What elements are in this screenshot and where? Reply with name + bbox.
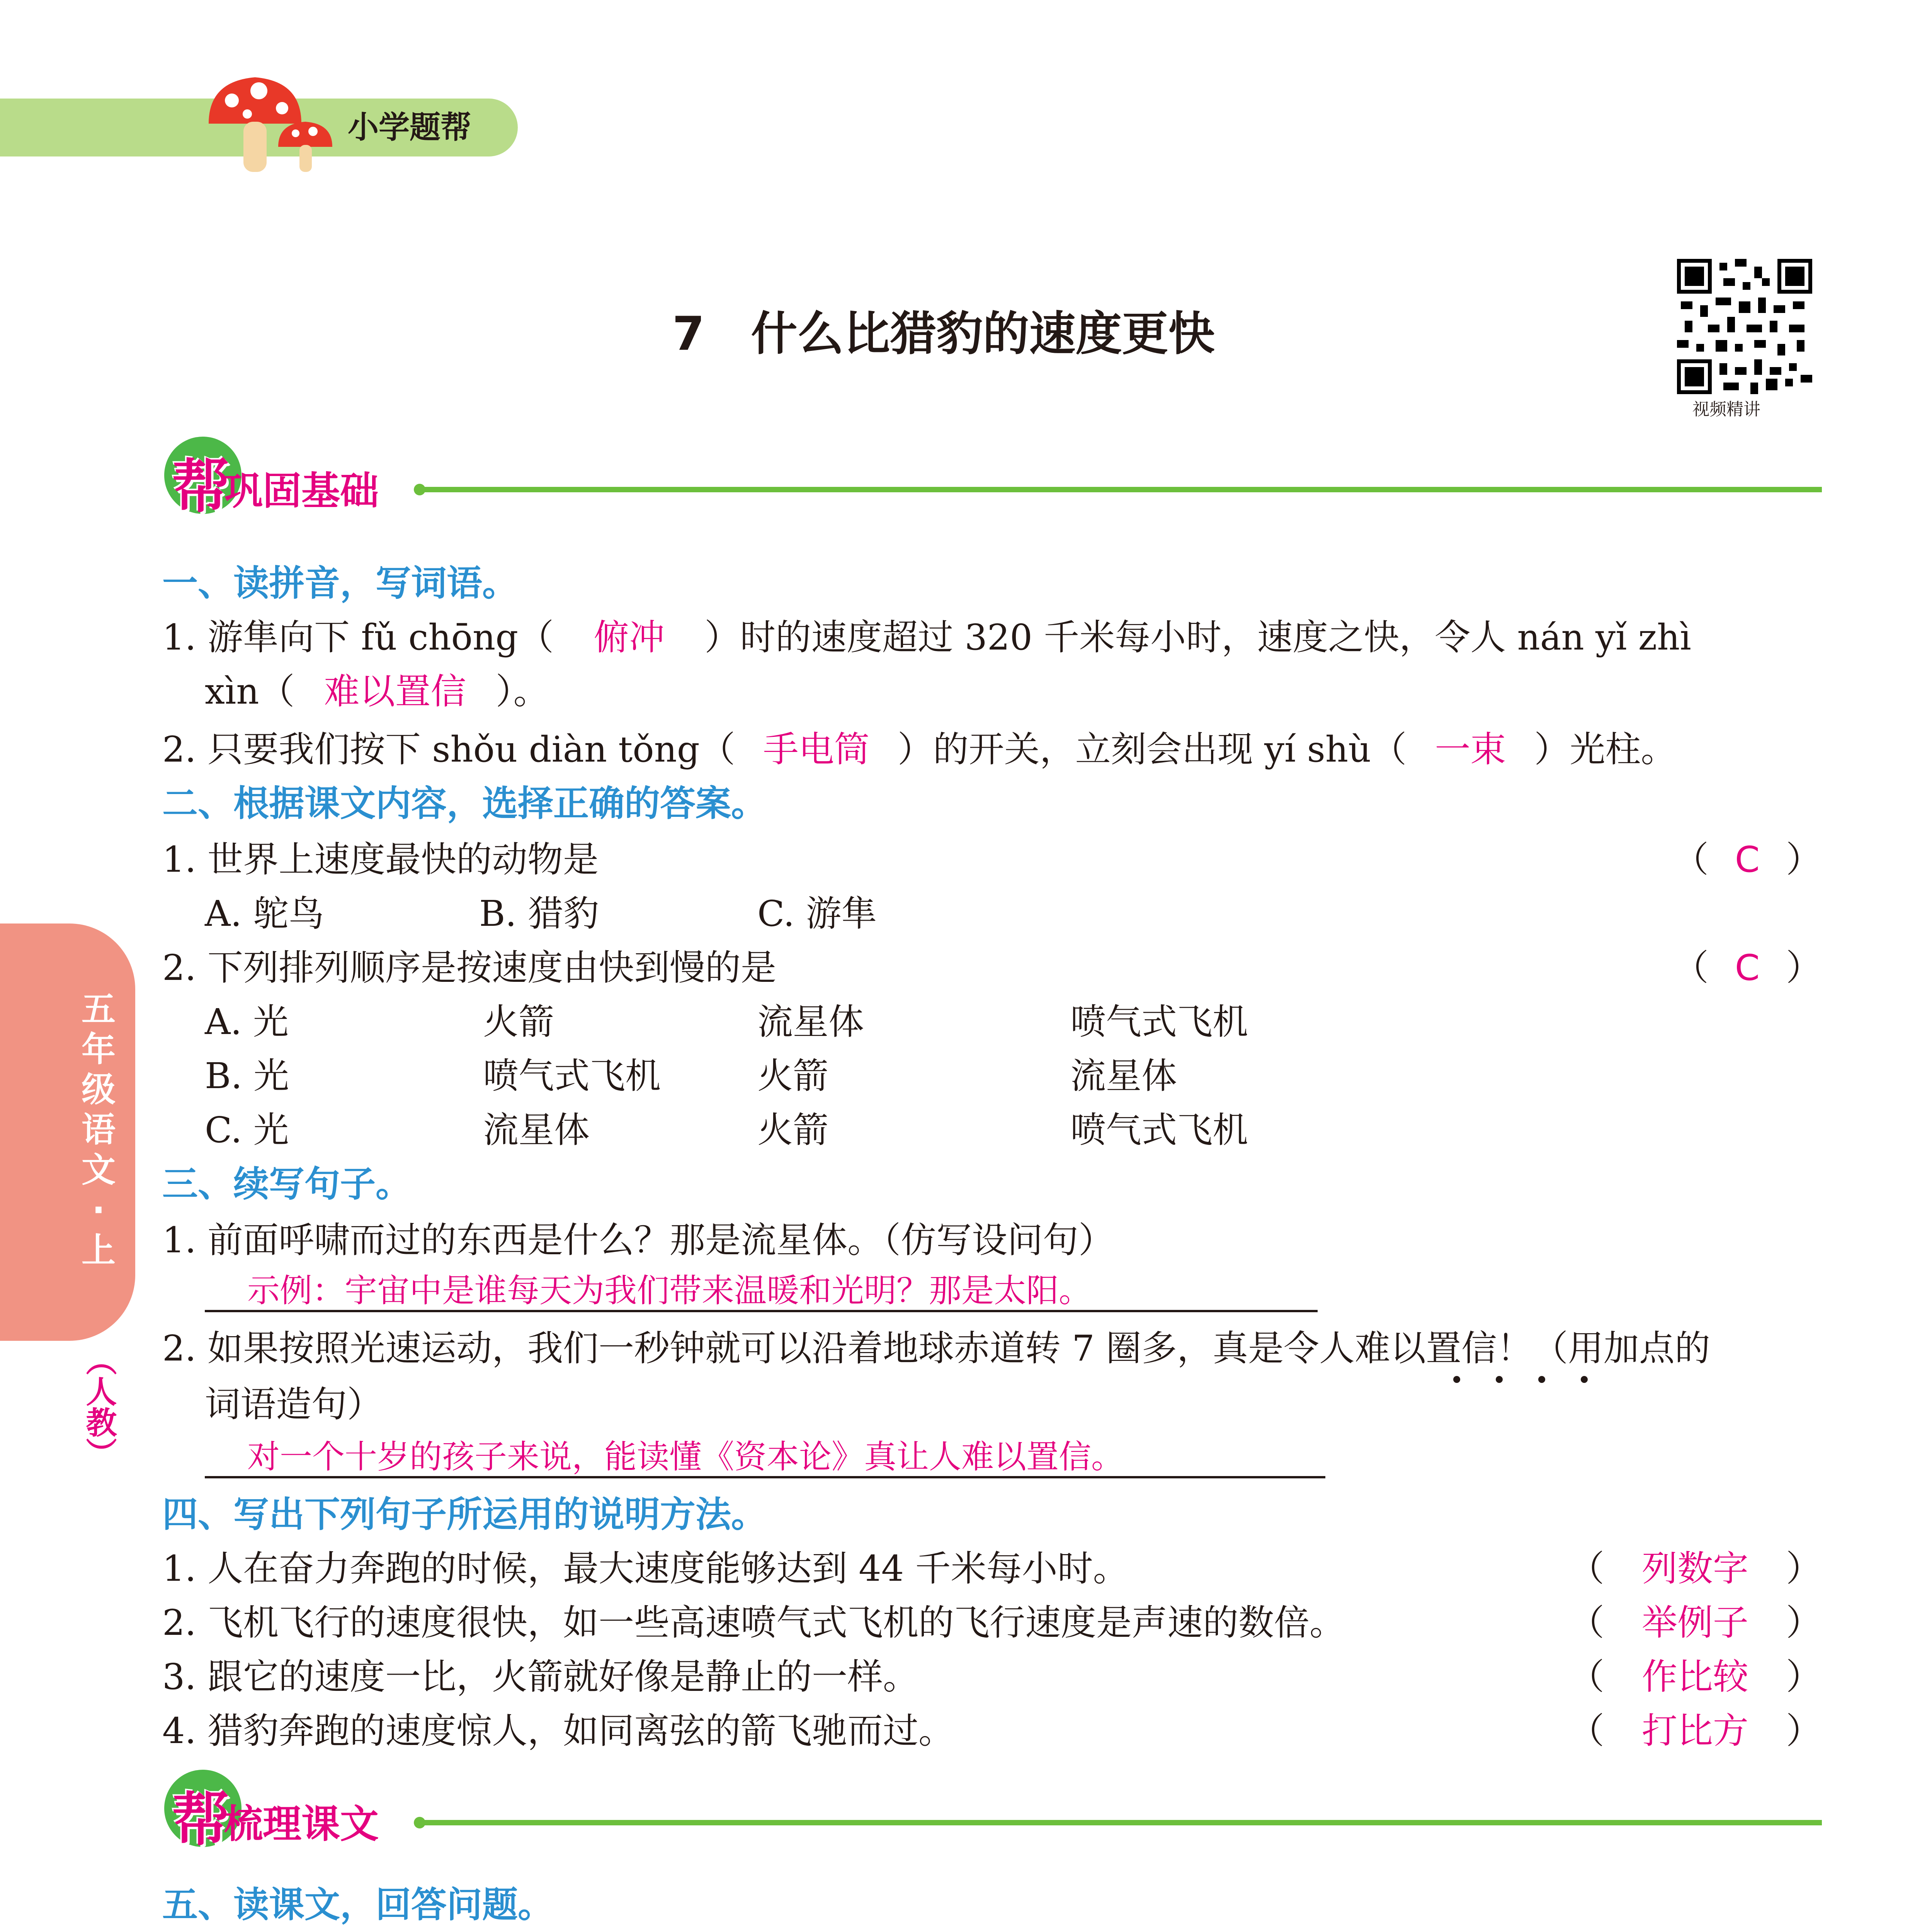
q2-item1: 1. 世界上速度最快的动物是 [162,839,599,880]
q5-heading: 五、读课文，回答问题。 [162,1884,554,1925]
q2-heading: 二、根据课文内容，选择正确的答案。 [162,783,767,824]
q4-item4: 4. 猎豹奔跑的速度惊人，如同离弦的箭飞驰而过。 [162,1710,954,1752]
q2-rowA-2: 火箭 [483,1001,554,1043]
q2-item2: 2. 下列排列顺序是按速度由快到慢的是 [162,947,777,988]
q2-rowC-1: C. 光 [205,1109,289,1151]
q2-rowC-3: 火箭 [757,1109,829,1151]
q4-heading: 四、写出下列句子所运用的说明方法。 [162,1494,767,1535]
q4-answer-2: 举例子 [1642,1602,1749,1643]
q2-rowB-1: B. 光 [205,1055,289,1097]
q2-rowB-4: 流星体 [1070,1055,1177,1097]
q2-rowB-2: 喷气式飞机 [483,1055,661,1097]
qr-code[interactable] [1677,259,1812,394]
q4-answer-box-3: （ 作比较 ） [1569,1654,1821,1700]
answer-fuchong: 俯冲 [594,617,665,658]
q3-item2-line2: 词语造句） [205,1384,383,1425]
q2-item1-answer: C [1735,839,1760,880]
badge-rule [419,1820,1822,1825]
badge-glyph: 帮 [172,1786,230,1854]
q2-rowA-3: 流星体 [757,1001,864,1043]
q1-line3: 2. 只要我们按下 shǒu diàn tǒng（ 手电筒 ）的开关，立刻会出现 yí shù（ 一束 ）光柱。 [162,726,1676,773]
badge-glyph: 帮 [172,453,230,520]
q3-item1-answer: 示例：宇宙中是谁每天为我们带来温暖和光明？那是太阳。 [205,1271,1318,1312]
q2-item1-option-c: C. 游隼 [757,893,877,934]
answer-shoudiantong: 手电筒 [763,729,870,770]
q4-item2: 2. 飞机飞行的速度很快，如一些高速喷气式飞机的飞行速度是声速的数倍。 [162,1602,1345,1643]
side-tab-grade: 五年级语文·上 [81,989,116,1270]
q2-rowC-4: 喷气式飞机 [1070,1109,1248,1151]
q2-item1-option-a: A. 鸵鸟 [205,893,324,934]
side-tab-edition [81,1345,116,1475]
q4-item3: 3. 跟它的速度一比，火箭就好像是静止的一样。 [162,1656,919,1697]
q4-answer-4: 打比方 [1642,1710,1749,1752]
answer-nanyizhixin: 难以置信 [324,671,466,712]
answer-yishu: 一束 [1435,729,1506,770]
q2-rowA-4: 喷气式飞机 [1070,1001,1248,1043]
page-title: 7 什么比猎豹的速度更快 [672,307,1215,361]
q3-item2-answer: 对一个十岁的孩子来说，能读懂《资本论》真让人难以置信。 [205,1437,1325,1478]
q1-line1: 1. 游隼向下 fǔ chōng（ 俯冲 ）时的速度超过 320 千米每小时，速度之快，令人 nán yǐ zhì [162,614,1691,661]
mushroom-logo [201,70,340,185]
q1-line2: xìn（ 难以置信 ）。 [205,668,549,715]
q2-rowB-3: 火箭 [757,1055,829,1097]
badge-label: 梳理课文 [224,1801,379,1847]
q4-answer-box-1: （ 列数字 ） [1569,1546,1821,1592]
qr-caption: 视频精讲 [1692,400,1760,419]
q4-answer-box-2: （ 举例子 ） [1569,1600,1821,1646]
q4-item1: 1. 人在奋力奔跑的时候，最大速度能够达到 44 千米每小时。 [162,1548,1129,1589]
badge-rule [419,487,1822,492]
edition-text: （人教） [81,1345,117,1468]
q2-item2-answer-box: （ C ） [1673,945,1821,991]
section-badge-consolidate [164,437,1822,526]
q2-rowA-1: A. 光 [205,1001,289,1043]
q4-answer-1: 列数字 [1642,1548,1749,1589]
q2-item2-answer: C [1735,947,1760,988]
emphasis-dots [1449,1376,1611,1383]
q2-rowC-2: 流星体 [483,1109,590,1151]
q4-answer-box-4: （ 打比方 ） [1569,1708,1821,1754]
q4-answer-3: 作比较 [1642,1656,1749,1697]
q2-item1-option-b: B. 猎豹 [479,893,599,934]
badge-label: 巩固基础 [224,468,379,514]
q2-item1-answer-box: （ C ） [1673,837,1821,883]
section-badge-review [164,1770,1822,1859]
q3-item1: 1. 前面呼啸而过的东西是什么？那是流星体。（仿写设问句） [162,1219,1114,1261]
q1-heading: 一、读拼音，写词语。 [162,563,518,604]
brand-label: 小学题帮 [348,109,471,145]
q3-heading: 三、续写句子。 [162,1163,412,1205]
q3-item2-line1: 2. 如果按照光速运动，我们一秒钟就可以沿着地球赤道转 7 圈多，真是令人难以置信！（用加点的 [162,1328,1711,1369]
